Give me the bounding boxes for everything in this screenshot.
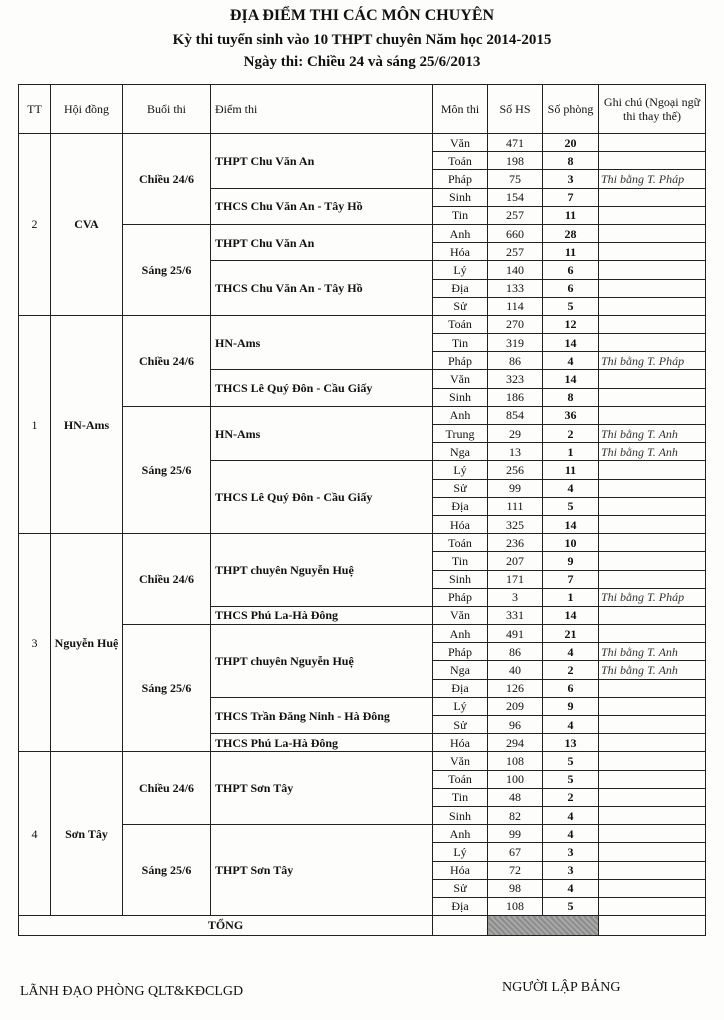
buoi-thi-cell: Chiều 24/6 — [123, 752, 211, 825]
so-phong-cell: 13 — [543, 734, 599, 752]
so-phong-cell: 21 — [543, 625, 599, 643]
so-phong-cell: 3 — [543, 861, 599, 879]
document-title: ĐỊA ĐIỂM THI CÁC MÔN CHUYÊN — [229, 7, 495, 24]
mon-thi-cell: Văn — [433, 752, 488, 770]
so-phong-cell: 5 — [543, 752, 599, 770]
so-phong-cell: 4 — [543, 643, 599, 661]
mon-thi-cell: Toán — [433, 534, 488, 552]
total-empty-cell — [433, 916, 488, 936]
mon-thi-cell: Hóa — [433, 861, 488, 879]
diem-thi-cell: THCS Phú La-Hà Đông — [211, 734, 433, 752]
mon-thi-cell: Pháp — [433, 588, 488, 606]
mon-thi-cell: Pháp — [433, 352, 488, 370]
so-hs-cell: 98 — [488, 879, 543, 897]
so-phong-cell: 5 — [543, 897, 599, 915]
table-row — [19, 534, 706, 552]
so-hs-cell: 154 — [488, 188, 543, 206]
mon-thi-cell: Toán — [433, 770, 488, 788]
diem-thi-cell: THPT chuyên Nguyễn Huệ — [211, 534, 433, 607]
ghi-chu-cell — [599, 534, 706, 552]
so-hs-cell: 99 — [488, 479, 543, 497]
so-phong-cell: 1 — [543, 443, 599, 461]
ghi-chu-cell — [599, 243, 706, 261]
so-phong-cell: 3 — [543, 843, 599, 861]
total-label: TỔNG — [19, 916, 433, 936]
diem-thi-cell: THPT Sơn Tây — [211, 825, 433, 916]
ghi-chu-cell: Thi bằng T. Anh — [599, 425, 706, 443]
mon-thi-cell: Văn — [433, 606, 488, 624]
so-phong-cell: 3 — [543, 170, 599, 188]
tt-cell: 2 — [19, 134, 51, 316]
mon-thi-cell: Anh — [433, 406, 488, 424]
so-hs-cell: 29 — [488, 425, 543, 443]
buoi-thi-cell: Sáng 25/6 — [123, 825, 211, 916]
mon-thi-cell: Văn — [433, 370, 488, 388]
mon-thi-cell: Địa — [433, 679, 488, 697]
ghi-chu-cell — [599, 552, 706, 570]
ghi-chu-cell — [599, 570, 706, 588]
so-phong-cell: 7 — [543, 188, 599, 206]
ghi-chu-cell — [599, 770, 706, 788]
so-phong-cell: 28 — [543, 224, 599, 242]
total-row — [19, 916, 706, 936]
ghi-chu-cell: Thi bằng T. Pháp — [599, 352, 706, 370]
mon-thi-cell: Anh — [433, 625, 488, 643]
exam-location-table — [18, 84, 706, 936]
mon-thi-cell: Tin — [433, 788, 488, 806]
ghi-chu-cell — [599, 606, 706, 624]
ghi-chu-cell — [599, 897, 706, 915]
so-phong-cell: 11 — [543, 461, 599, 479]
mon-thi-cell: Lý — [433, 843, 488, 861]
ghi-chu-cell: Thi bằng T. Anh — [599, 643, 706, 661]
ghi-chu-cell — [599, 388, 706, 406]
table-row — [19, 406, 706, 424]
ghi-chu-cell — [599, 406, 706, 424]
so-hs-cell: 854 — [488, 406, 543, 424]
so-phong-cell: 9 — [543, 552, 599, 570]
header-so-hs: Số HS — [488, 85, 543, 134]
hoi-dong-cell: Nguyễn Huệ — [51, 534, 123, 752]
so-phong-cell: 6 — [543, 261, 599, 279]
ghi-chu-cell — [599, 461, 706, 479]
so-hs-cell: 111 — [488, 497, 543, 515]
ghi-chu-cell — [599, 752, 706, 770]
mon-thi-cell: Lý — [433, 697, 488, 715]
so-phong-cell: 14 — [543, 370, 599, 388]
footer-left-signature: LÃNH ĐẠO PHÒNG QLT&KĐCLGD — [20, 984, 244, 999]
ghi-chu-cell — [599, 679, 706, 697]
mon-thi-cell: Sinh — [433, 388, 488, 406]
so-hs-cell: 100 — [488, 770, 543, 788]
header-hoi-dong: Hội đồng — [51, 85, 123, 134]
mon-thi-cell: Toán — [433, 152, 488, 170]
ghi-chu-cell — [599, 843, 706, 861]
so-hs-cell: 207 — [488, 552, 543, 570]
so-phong-cell: 9 — [543, 697, 599, 715]
so-hs-cell: 13 — [488, 443, 543, 461]
table-body — [19, 134, 706, 916]
so-hs-cell: 75 — [488, 170, 543, 188]
so-phong-cell: 8 — [543, 152, 599, 170]
header-row — [19, 85, 706, 134]
mon-thi-cell: Nga — [433, 661, 488, 679]
so-phong-cell: 14 — [543, 606, 599, 624]
mon-thi-cell: Sử — [433, 297, 488, 315]
ghi-chu-cell — [599, 515, 706, 533]
diem-thi-cell: THPT Sơn Tây — [211, 752, 433, 825]
mon-thi-cell: Pháp — [433, 643, 488, 661]
so-phong-cell: 4 — [543, 479, 599, 497]
tt-cell: 1 — [19, 315, 51, 533]
so-hs-cell: 660 — [488, 224, 543, 242]
ghi-chu-cell — [599, 334, 706, 352]
header-tt: TT — [19, 85, 51, 134]
so-hs-cell: 270 — [488, 315, 543, 333]
table-row — [19, 825, 706, 843]
buoi-thi-cell: Chiều 24/6 — [123, 534, 211, 625]
so-phong-cell: 36 — [543, 406, 599, 424]
so-phong-cell: 4 — [543, 879, 599, 897]
so-hs-cell: 331 — [488, 606, 543, 624]
so-phong-cell: 10 — [543, 534, 599, 552]
so-hs-cell: 257 — [488, 243, 543, 261]
so-phong-cell: 4 — [543, 352, 599, 370]
diem-thi-cell: THCS Lê Quý Đôn - Cầu Giấy — [211, 461, 433, 534]
mon-thi-cell: Tin — [433, 334, 488, 352]
so-hs-cell: 108 — [488, 752, 543, 770]
ghi-chu-cell — [599, 625, 706, 643]
ghi-chu-cell: Thi bằng T. Anh — [599, 661, 706, 679]
table-row — [19, 752, 706, 770]
tt-cell: 4 — [19, 752, 51, 916]
mon-thi-cell: Địa — [433, 497, 488, 515]
so-hs-cell: 86 — [488, 643, 543, 661]
hoi-dong-cell: Sơn Tây — [51, 752, 123, 916]
ghi-chu-cell — [599, 206, 706, 224]
so-phong-cell: 8 — [543, 388, 599, 406]
ghi-chu-cell — [599, 879, 706, 897]
ghi-chu-cell — [599, 134, 706, 152]
so-hs-cell: 198 — [488, 152, 543, 170]
mon-thi-cell: Sử — [433, 716, 488, 734]
so-phong-cell: 6 — [543, 279, 599, 297]
so-hs-cell: 96 — [488, 716, 543, 734]
mon-thi-cell: Địa — [433, 897, 488, 915]
table-row — [19, 625, 706, 643]
so-hs-cell: 209 — [488, 697, 543, 715]
ghi-chu-cell — [599, 279, 706, 297]
so-hs-cell: 108 — [488, 897, 543, 915]
mon-thi-cell: Anh — [433, 224, 488, 242]
so-hs-cell: 126 — [488, 679, 543, 697]
mon-thi-cell: Hóa — [433, 734, 488, 752]
so-hs-cell: 82 — [488, 806, 543, 824]
mon-thi-cell: Hóa — [433, 243, 488, 261]
mon-thi-cell: Nga — [433, 443, 488, 461]
mon-thi-cell: Trung — [433, 425, 488, 443]
total-note-cell — [599, 916, 706, 936]
so-hs-cell: 114 — [488, 297, 543, 315]
diem-thi-cell: HN-Ams — [211, 406, 433, 461]
mon-thi-cell: Sinh — [433, 570, 488, 588]
exam-date-line: Ngày thi: Chiều 24 và sáng 25/6/2013 — [243, 54, 481, 70]
ghi-chu-cell — [599, 315, 706, 333]
header-mon-thi: Môn thi — [433, 85, 488, 134]
so-hs-cell: 186 — [488, 388, 543, 406]
ghi-chu-cell — [599, 297, 706, 315]
ghi-chu-cell — [599, 370, 706, 388]
so-phong-cell: 7 — [543, 570, 599, 588]
ghi-chu-cell — [599, 806, 706, 824]
so-phong-cell: 20 — [543, 134, 599, 152]
mon-thi-cell: Sử — [433, 879, 488, 897]
so-hs-cell: 319 — [488, 334, 543, 352]
so-phong-cell: 1 — [543, 588, 599, 606]
so-phong-cell: 5 — [543, 497, 599, 515]
so-phong-cell: 4 — [543, 825, 599, 843]
so-phong-cell: 4 — [543, 806, 599, 824]
diem-thi-cell: HN-Ams — [211, 315, 433, 370]
ghi-chu-cell — [599, 697, 706, 715]
mon-thi-cell: Pháp — [433, 170, 488, 188]
so-hs-cell: 256 — [488, 461, 543, 479]
table-row — [19, 315, 706, 333]
header-ghi-chu: Ghi chú (Ngoại ngữ thi thay thế) — [599, 85, 706, 134]
table-row — [19, 134, 706, 152]
so-hs-cell: 3 — [488, 588, 543, 606]
so-hs-cell: 257 — [488, 206, 543, 224]
buoi-thi-cell: Sáng 25/6 — [123, 406, 211, 533]
mon-thi-cell: Địa — [433, 279, 488, 297]
so-hs-cell: 40 — [488, 661, 543, 679]
footer-right-signature: NGƯỜI LẬP BẢNG — [502, 980, 621, 995]
so-phong-cell: 14 — [543, 515, 599, 533]
ghi-chu-cell — [599, 716, 706, 734]
header-so-phong: Số phòng — [543, 85, 599, 134]
so-hs-cell: 133 — [488, 279, 543, 297]
so-hs-cell: 67 — [488, 843, 543, 861]
so-phong-cell: 14 — [543, 334, 599, 352]
mon-thi-cell: Sinh — [433, 806, 488, 824]
mon-thi-cell: Hóa — [433, 515, 488, 533]
hoi-dong-cell: HN-Ams — [51, 315, 123, 533]
so-hs-cell: 99 — [488, 825, 543, 843]
ghi-chu-cell: Thi bằng T. Pháp — [599, 588, 706, 606]
mon-thi-cell: Toán — [433, 315, 488, 333]
mon-thi-cell: Sinh — [433, 188, 488, 206]
so-phong-cell: 12 — [543, 315, 599, 333]
so-hs-cell: 48 — [488, 788, 543, 806]
diem-thi-cell: THPT Chu Văn An — [211, 224, 433, 260]
diem-thi-cell: THCS Phú La-Hà Đông — [211, 606, 433, 624]
so-phong-cell: 5 — [543, 770, 599, 788]
mon-thi-cell: Tin — [433, 552, 488, 570]
ghi-chu-cell — [599, 261, 706, 279]
document-subtitle: Kỳ thi tuyển sinh vào 10 THPT chuyên Năm học 2014-2015 — [172, 32, 552, 48]
ghi-chu-cell: Thi bằng T. Pháp — [599, 170, 706, 188]
mon-thi-cell: Sử — [433, 479, 488, 497]
header-diem-thi: Điểm thi — [211, 85, 433, 134]
so-phong-cell: 2 — [543, 425, 599, 443]
ghi-chu-cell — [599, 188, 706, 206]
buoi-thi-cell: Sáng 25/6 — [123, 224, 211, 315]
so-phong-cell: 2 — [543, 788, 599, 806]
so-hs-cell: 86 — [488, 352, 543, 370]
table-row — [19, 224, 706, 242]
diem-thi-cell: THPT chuyên Nguyễn Huệ — [211, 625, 433, 698]
so-hs-cell: 325 — [488, 515, 543, 533]
ghi-chu-cell — [599, 825, 706, 843]
diem-thi-cell: THCS Chu Văn An - Tây Hồ — [211, 261, 433, 316]
mon-thi-cell: Anh — [433, 825, 488, 843]
mon-thi-cell: Lý — [433, 261, 488, 279]
total-shaded-cell — [488, 916, 599, 936]
buoi-thi-cell: Chiều 24/6 — [123, 134, 211, 225]
so-hs-cell: 294 — [488, 734, 543, 752]
ghi-chu-cell — [599, 479, 706, 497]
so-phong-cell: 4 — [543, 716, 599, 734]
ghi-chu-cell — [599, 861, 706, 879]
ghi-chu-cell — [599, 224, 706, 242]
diem-thi-cell: THCS Lê Quý Đôn - Cầu Giấy — [211, 370, 433, 406]
so-phong-cell: 2 — [543, 661, 599, 679]
so-hs-cell: 471 — [488, 134, 543, 152]
so-hs-cell: 140 — [488, 261, 543, 279]
so-hs-cell: 491 — [488, 625, 543, 643]
hoi-dong-cell: CVA — [51, 134, 123, 316]
mon-thi-cell: Lý — [433, 461, 488, 479]
so-hs-cell: 236 — [488, 534, 543, 552]
buoi-thi-cell: Chiều 24/6 — [123, 315, 211, 406]
ghi-chu-cell — [599, 788, 706, 806]
diem-thi-cell: THCS Chu Văn An - Tây Hồ — [211, 188, 433, 224]
so-phong-cell: 6 — [543, 679, 599, 697]
buoi-thi-cell: Sáng 25/6 — [123, 625, 211, 752]
ghi-chu-cell — [599, 152, 706, 170]
so-phong-cell: 5 — [543, 297, 599, 315]
so-hs-cell: 323 — [488, 370, 543, 388]
mon-thi-cell: Văn — [433, 134, 488, 152]
so-phong-cell: 11 — [543, 206, 599, 224]
ghi-chu-cell: Thi bằng T. Anh — [599, 443, 706, 461]
ghi-chu-cell — [599, 734, 706, 752]
ghi-chu-cell — [599, 497, 706, 515]
tt-cell: 3 — [19, 534, 51, 752]
so-hs-cell: 171 — [488, 570, 543, 588]
so-phong-cell: 11 — [543, 243, 599, 261]
diem-thi-cell: THCS Trần Đăng Ninh - Hà Đông — [211, 697, 433, 733]
header-buoi-thi: Buổi thi — [123, 85, 211, 134]
mon-thi-cell: Tin — [433, 206, 488, 224]
diem-thi-cell: THPT Chu Văn An — [211, 134, 433, 189]
so-hs-cell: 72 — [488, 861, 543, 879]
